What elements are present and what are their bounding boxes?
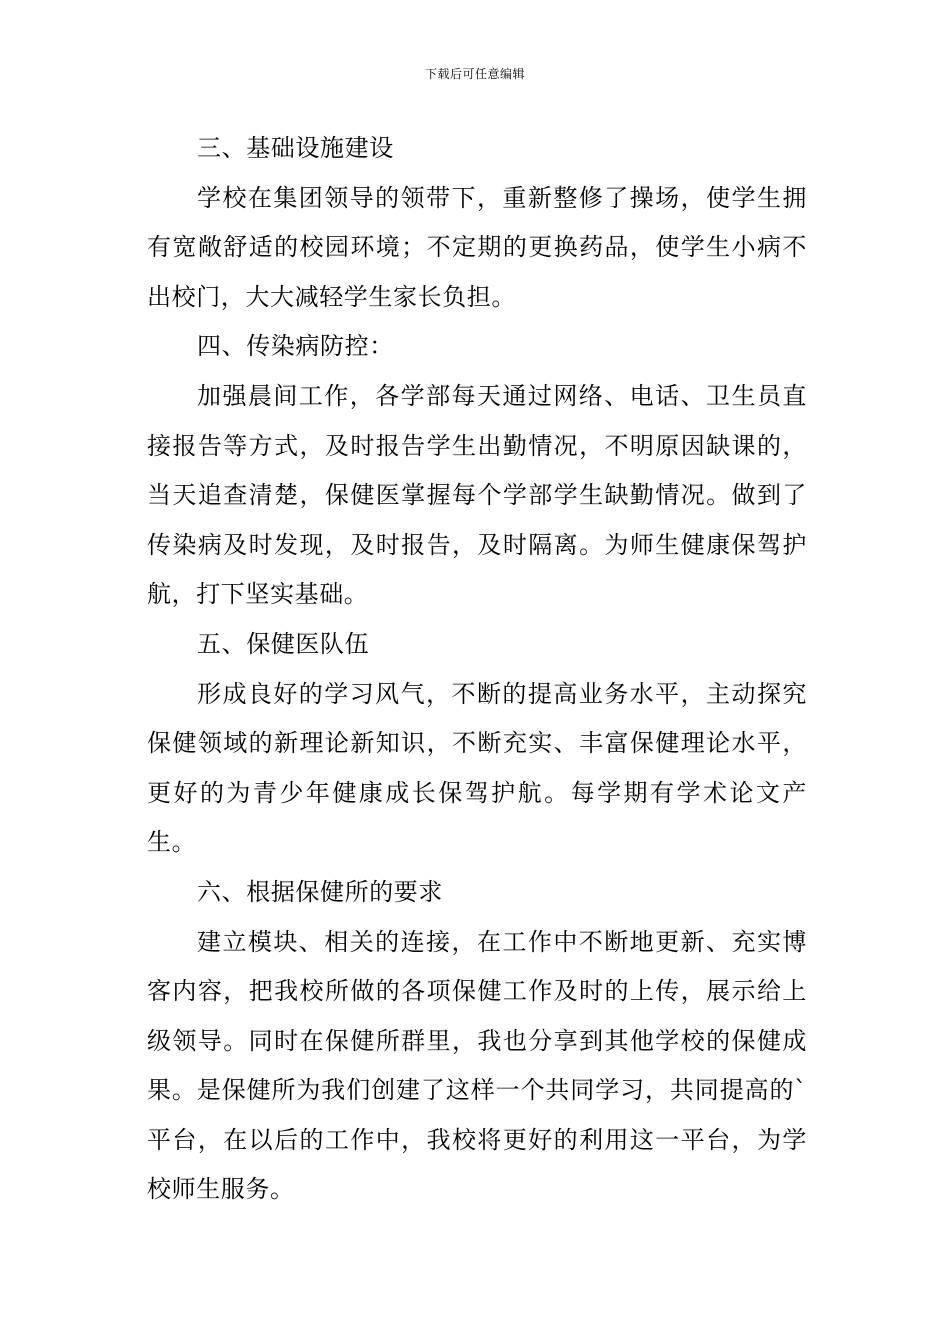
section-paragraph: 建立模块、相关的连接，在工作中不断地更新、充实博客内容，把我校所做的各项保健工作及时的上传，展示给上级领导。同时在保健所群里，我也分享到其他学校的保健成果。是保健所为我们创建了这样一个共同学习，共同提高的`平台，在以后的工作中，我校将更好的利用这一平台，为学校师生服务。 <box>147 927 807 1204</box>
header-text: 下载后可任意编辑 <box>424 67 525 81</box>
section-heading: 六、根据保健所的要求 <box>197 877 443 906</box>
section-requirements <box>147 868 807 1215</box>
section-paragraph: 形成良好的学习风气，不断的提高业务水平，主动探究保健领域的新理论新知识，不断充实、丰富保健理论水平，更好的为青少年健康成长保驾护航。每学期有学术论文产生。 <box>147 679 807 857</box>
page-header <box>0 66 950 82</box>
section-heading: 五、保健医队伍 <box>197 629 370 658</box>
section-heading: 三、基础设施建设 <box>197 134 394 162</box>
section-health-staff <box>147 620 807 868</box>
section-paragraph: 学校在集团领导的领带下，重新整修了操场，使学生拥有宽敞舒适的校园环境；不定期的更换药品，使学生小病不出校门，大大减轻学生家长负担。 <box>147 183 807 311</box>
section-heading: 四、传染病防控： <box>197 332 394 361</box>
document-body <box>147 124 807 1215</box>
section-infrastructure <box>147 124 807 322</box>
section-disease-control <box>147 322 807 620</box>
section-paragraph: 加强晨间工作，各学部每天通过网络、电话、卫生员直接报告等方式，及时报告学生出勤情况，不明原因缺课的，当天追查清楚，保健医掌握每个学部学生缺勤情况。做到了传染病及时发现，及时报告，及时隔离。为师生健康保驾护航，打下坚实基础。 <box>147 381 807 609</box>
